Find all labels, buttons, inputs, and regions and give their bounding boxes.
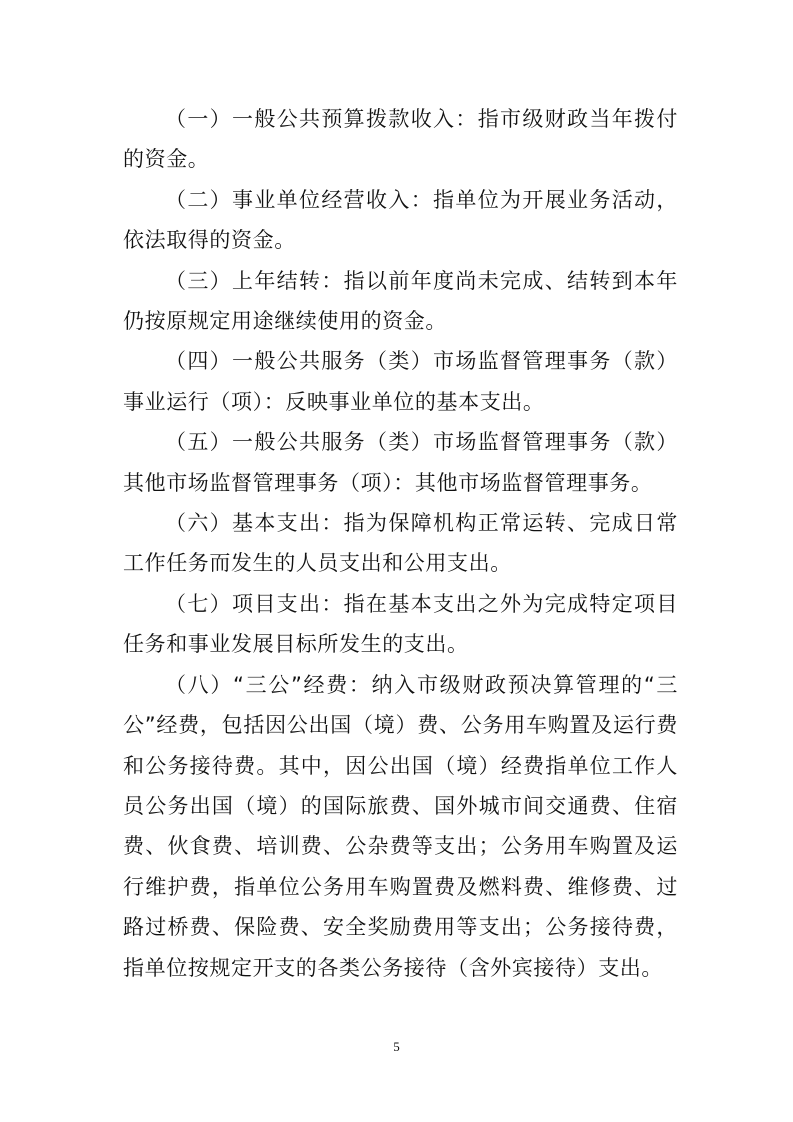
paragraph-institution-operation: （四）一般公共服务（类）市场监督管理事务（款）事业运行（项）：反映事业单位的基本支出。 <box>123 349 678 414</box>
paragraph-other-market-supervision: （五）一般公共服务（类）市场监督管理事务（款）其他市场监督管理事务（项）：其他市场监督管理事务。 <box>123 430 678 495</box>
paragraph-three-public-expenses: （八）“三公”经费：纳入市级财政预决算管理的“三公”经费，包括因公出国（境）费、公务用车购置及运行费和公务接待费。其中，因公出国（境）经费指单位工作人员公务出国（境）的国际旅费、国外城市间交通费、住宿费、伙食费、培训费、公杂费等支出；公务用车购置及运行维护费，指单位公务用车购置费及燃料费、维修费、过路过桥费、保险费、安全奖励费用等支出；公务接待费，指单位按规定开支的各类公务接待（含外宾接待）支出。 <box>123 672 678 980</box>
paragraph-project-expenditure: （七）项目支出：指在基本支出之外为完成特定项目任务和事业发展目标所发生的支出。 <box>123 591 678 657</box>
page-number: 5 <box>393 1039 400 1054</box>
paragraph-prior-year-carryover: （三）上年结转：指以前年度尚未完成、结转到本年仍按原规定用途继续使用的资金。 <box>123 268 678 334</box>
paragraph-basic-expenditure: （六）基本支出：指为保障机构正常运转、完成日常工作任务而发生的人员支出和公用支出。 <box>123 511 678 576</box>
paragraph-operating-income: （二）事业单位经营收入：指单位为开展业务活动，依法取得的资金。 <box>123 187 678 253</box>
document-body <box>123 99 678 988</box>
paragraph-general-budget-income: （一）一般公共预算拨款收入：指市级财政当年拨付的资金。 <box>123 107 678 172</box>
